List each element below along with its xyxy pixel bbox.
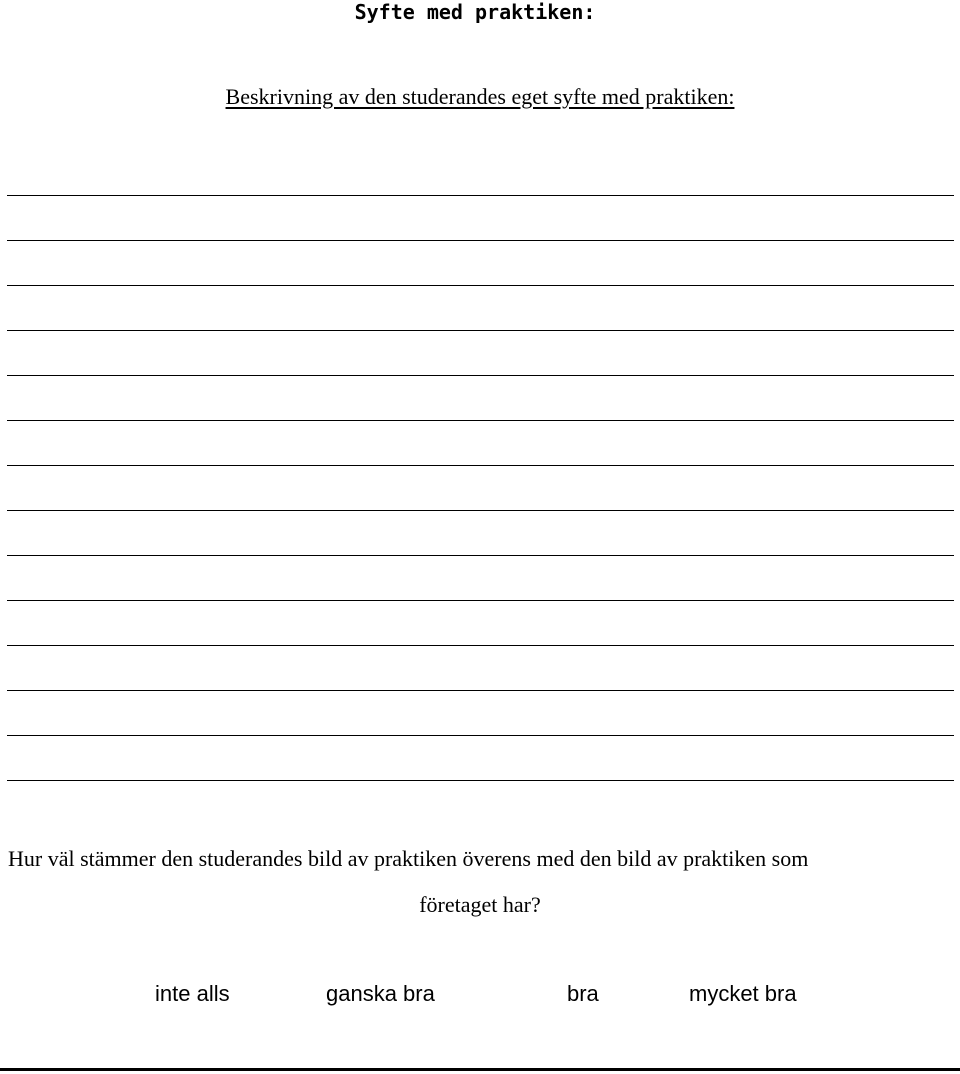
- rating-option-mycket-bra[interactable]: mycket bra: [689, 981, 797, 1006]
- answer-line[interactable]: [7, 195, 954, 196]
- question-text-line2: företaget har?: [419, 892, 541, 917]
- answer-line[interactable]: [7, 555, 954, 556]
- answer-line[interactable]: [7, 375, 954, 376]
- answer-line[interactable]: [7, 645, 954, 646]
- answer-line[interactable]: [7, 690, 954, 691]
- answer-line[interactable]: [7, 510, 954, 511]
- rating-option-bra[interactable]: bra: [567, 981, 599, 1006]
- question-text-line1: Hur väl stämmer den studerandes bild av praktiken överens med den bild av praktiken som: [8, 846, 809, 871]
- answer-line[interactable]: [7, 240, 954, 241]
- purpose-label: Beskrivning av den studerandes eget syfte med praktiken:: [225, 84, 735, 109]
- answer-line[interactable]: [7, 285, 954, 286]
- rating-option-inte-alls[interactable]: inte alls: [155, 981, 230, 1006]
- page-divider: [0, 1068, 960, 1071]
- answer-line[interactable]: [7, 465, 954, 466]
- answer-line[interactable]: [7, 330, 954, 331]
- rating-option-ganska-bra[interactable]: ganska bra: [326, 981, 435, 1006]
- answer-line[interactable]: [7, 780, 954, 781]
- section-heading: Syfte med praktiken:: [354, 0, 596, 24]
- answer-line[interactable]: [7, 735, 954, 736]
- answer-line[interactable]: [7, 420, 954, 421]
- answer-line[interactable]: [7, 600, 954, 601]
